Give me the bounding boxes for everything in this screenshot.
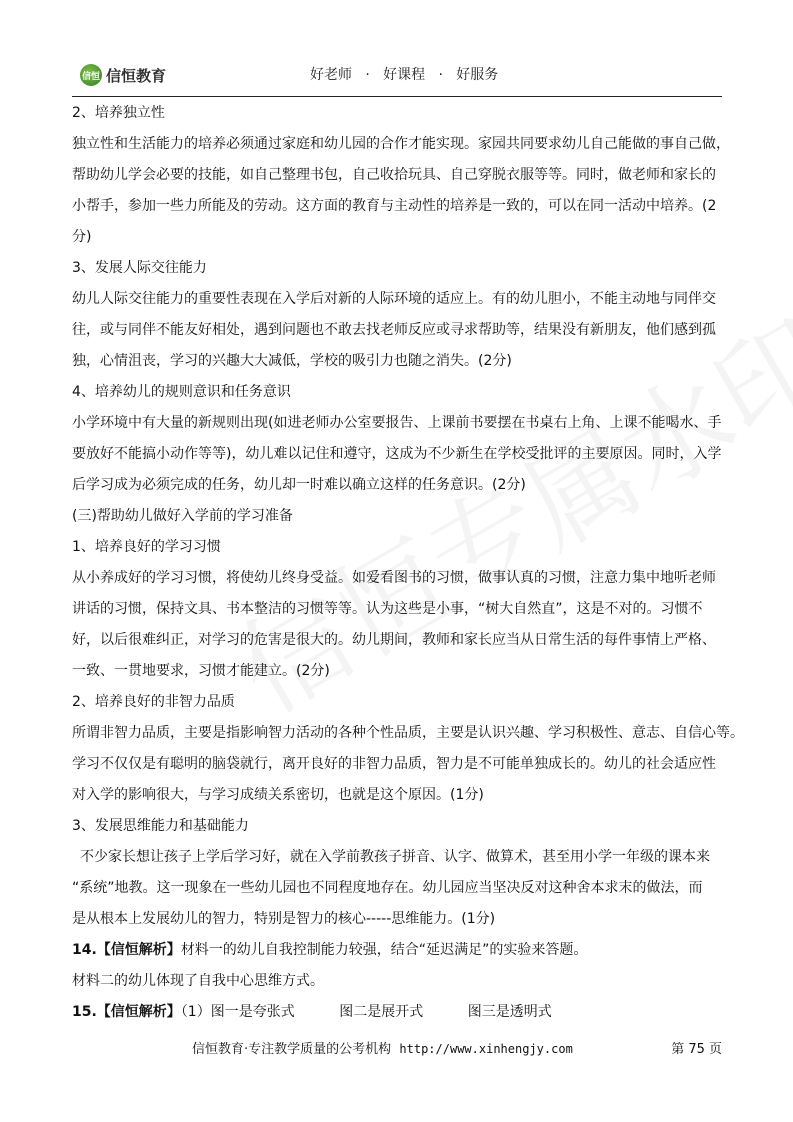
paragraph-line: 是从根本上发展幼儿的智力，特别是智力的核心-----思维能力。(1分) [72,911,496,927]
section-heading: 2、培养独立性 [72,105,165,121]
paragraph-line: 后学习成为必须完成的任务，幼儿却一时难以确立这样的任务意识。(2分) [72,477,526,493]
footer-org: 信恒教育·专注教学质量的公考机构 [192,1042,392,1057]
section-heading: 4、培养幼儿的规则意识和任务意识 [72,384,291,400]
paragraph-line: 一致、一贯地要求，习惯才能建立。(2分) [72,663,330,679]
page-header [72,56,722,97]
question-15-label: 15.【信恒解析】 [72,1004,181,1020]
question-14-label: 14.【信恒解析】 [72,942,181,958]
paragraph-line: 小帮手，参加一些力所能及的劳动。这方面的教育与主动性的培养是一致的，可以在同一活动中培养。(2 [72,198,717,214]
section-heading: 2、培养良好的非智力品质 [72,694,235,710]
section-heading: 3、发展思维能力和基础能力 [72,818,249,834]
paragraph-line: “系统”地教。这一现象在一些幼儿园也不同程度地存在。幼儿园应当坚决反对这种舍本求末的做法，而 [72,880,703,896]
footer-url[interactable]: http://www.xinhengjy.com [399,1042,573,1056]
header-slogan: 好老师 · 好课程 · 好服务 [310,67,499,83]
paragraph-line: 小学环境中有大量的新规则出现(如进老师办公室要报告、上课前书要摆在书桌右上角、上课不能喝水、手 [72,415,722,431]
logo-icon: 信恒 [80,64,102,86]
question-15 [72,1001,722,1032]
paragraph-line: 幼儿人际交往能力的重要性表现在入学后对新的人际环境的适应上。有的幼儿胆小，不能主动地与同伴交 [72,291,716,307]
page-number: 第 75 页 [671,1042,722,1057]
section-heading: 1、培养良好的学习习惯 [72,539,221,555]
question-14 [72,939,722,970]
paragraph-line: 独立性和生活能力的培养必须通过家庭和幼儿园的合作才能实现。家园共同要求幼儿自己能做的事自己做， [72,136,730,152]
paragraph-line: 要放好不能搞小动作等等)，幼儿难以记住和遵守，这成为不少新生在学校受批评的主要原因。同时，入学 [72,446,722,462]
section-heading: 3、发展人际交往能力 [72,260,207,276]
paragraph-line: 独，心情沮丧，学习的兴趣大大减低，学校的吸引力也随之消失。(2分) [72,353,512,369]
paragraph-line: 不少家长想让孩子上学后学习好，就在入学前教孩子拼音、认字、做算术，甚至用小学一年级的课本来 [80,849,710,865]
question-14-text: 材料一的幼儿自我控制能力较强，结合“延迟满足”的实验来答题。 [180,942,588,958]
logo-text: 信恒教育 [106,66,167,85]
paragraph-line: 好，以后很难纠正，对学习的危害是很大的。幼儿期间，教师和家长应当从日常生活的每件事情上严格、 [72,632,716,648]
question-15-text: （1）图一是夸张式 图二是展开式 图三是透明式 [180,1004,552,1020]
paragraph-line: 往，或与同伴不能友好相处，遇到问题也不敢去找老师反应或寻求帮助等，结果没有新朋友，他们感到孤 [72,322,716,338]
paragraph-line: 帮助幼儿学会必要的技能，如自己整理书包，自己收拾玩具、自己穿脱衣服等等。同时，做老师和家长的 [72,167,716,183]
question-14-text-2: 材料二的幼儿体现了自我中心思维方式。 [72,973,324,989]
paragraph-line: 对入学的影响很大，与学习成绩关系密切，也就是这个原因。(1分) [72,787,484,803]
paragraph-line: 分) [72,229,92,245]
footer-text [192,1038,573,1057]
page-footer [72,1038,722,1058]
section-heading: (三)帮助幼儿做好入学前的学习准备 [72,508,293,524]
paragraph-line: 从小养成好的学习习惯，将使幼儿终身受益。如爱看图书的习惯，做事认真的习惯，注意力集中地听老师 [72,570,716,586]
paragraph-line: 所谓非智力品质，主要是指影响智力活动的各种个性品质，主要是认识兴趣、学习积极性、意志、自信心等。 [72,725,744,741]
paragraph-line: 学习不仅仅是有聪明的脑袋就行，离开良好的非智力品质，智力是不可能单独成长的。幼儿的社会适应性 [72,756,716,772]
logo [80,64,166,86]
paragraph-line: 讲话的习惯，保持文具、书本整洁的习惯等等。认为这些是小事，“树大自然直”，这是不对的。习惯不 [72,601,703,617]
document-body [72,102,744,1032]
